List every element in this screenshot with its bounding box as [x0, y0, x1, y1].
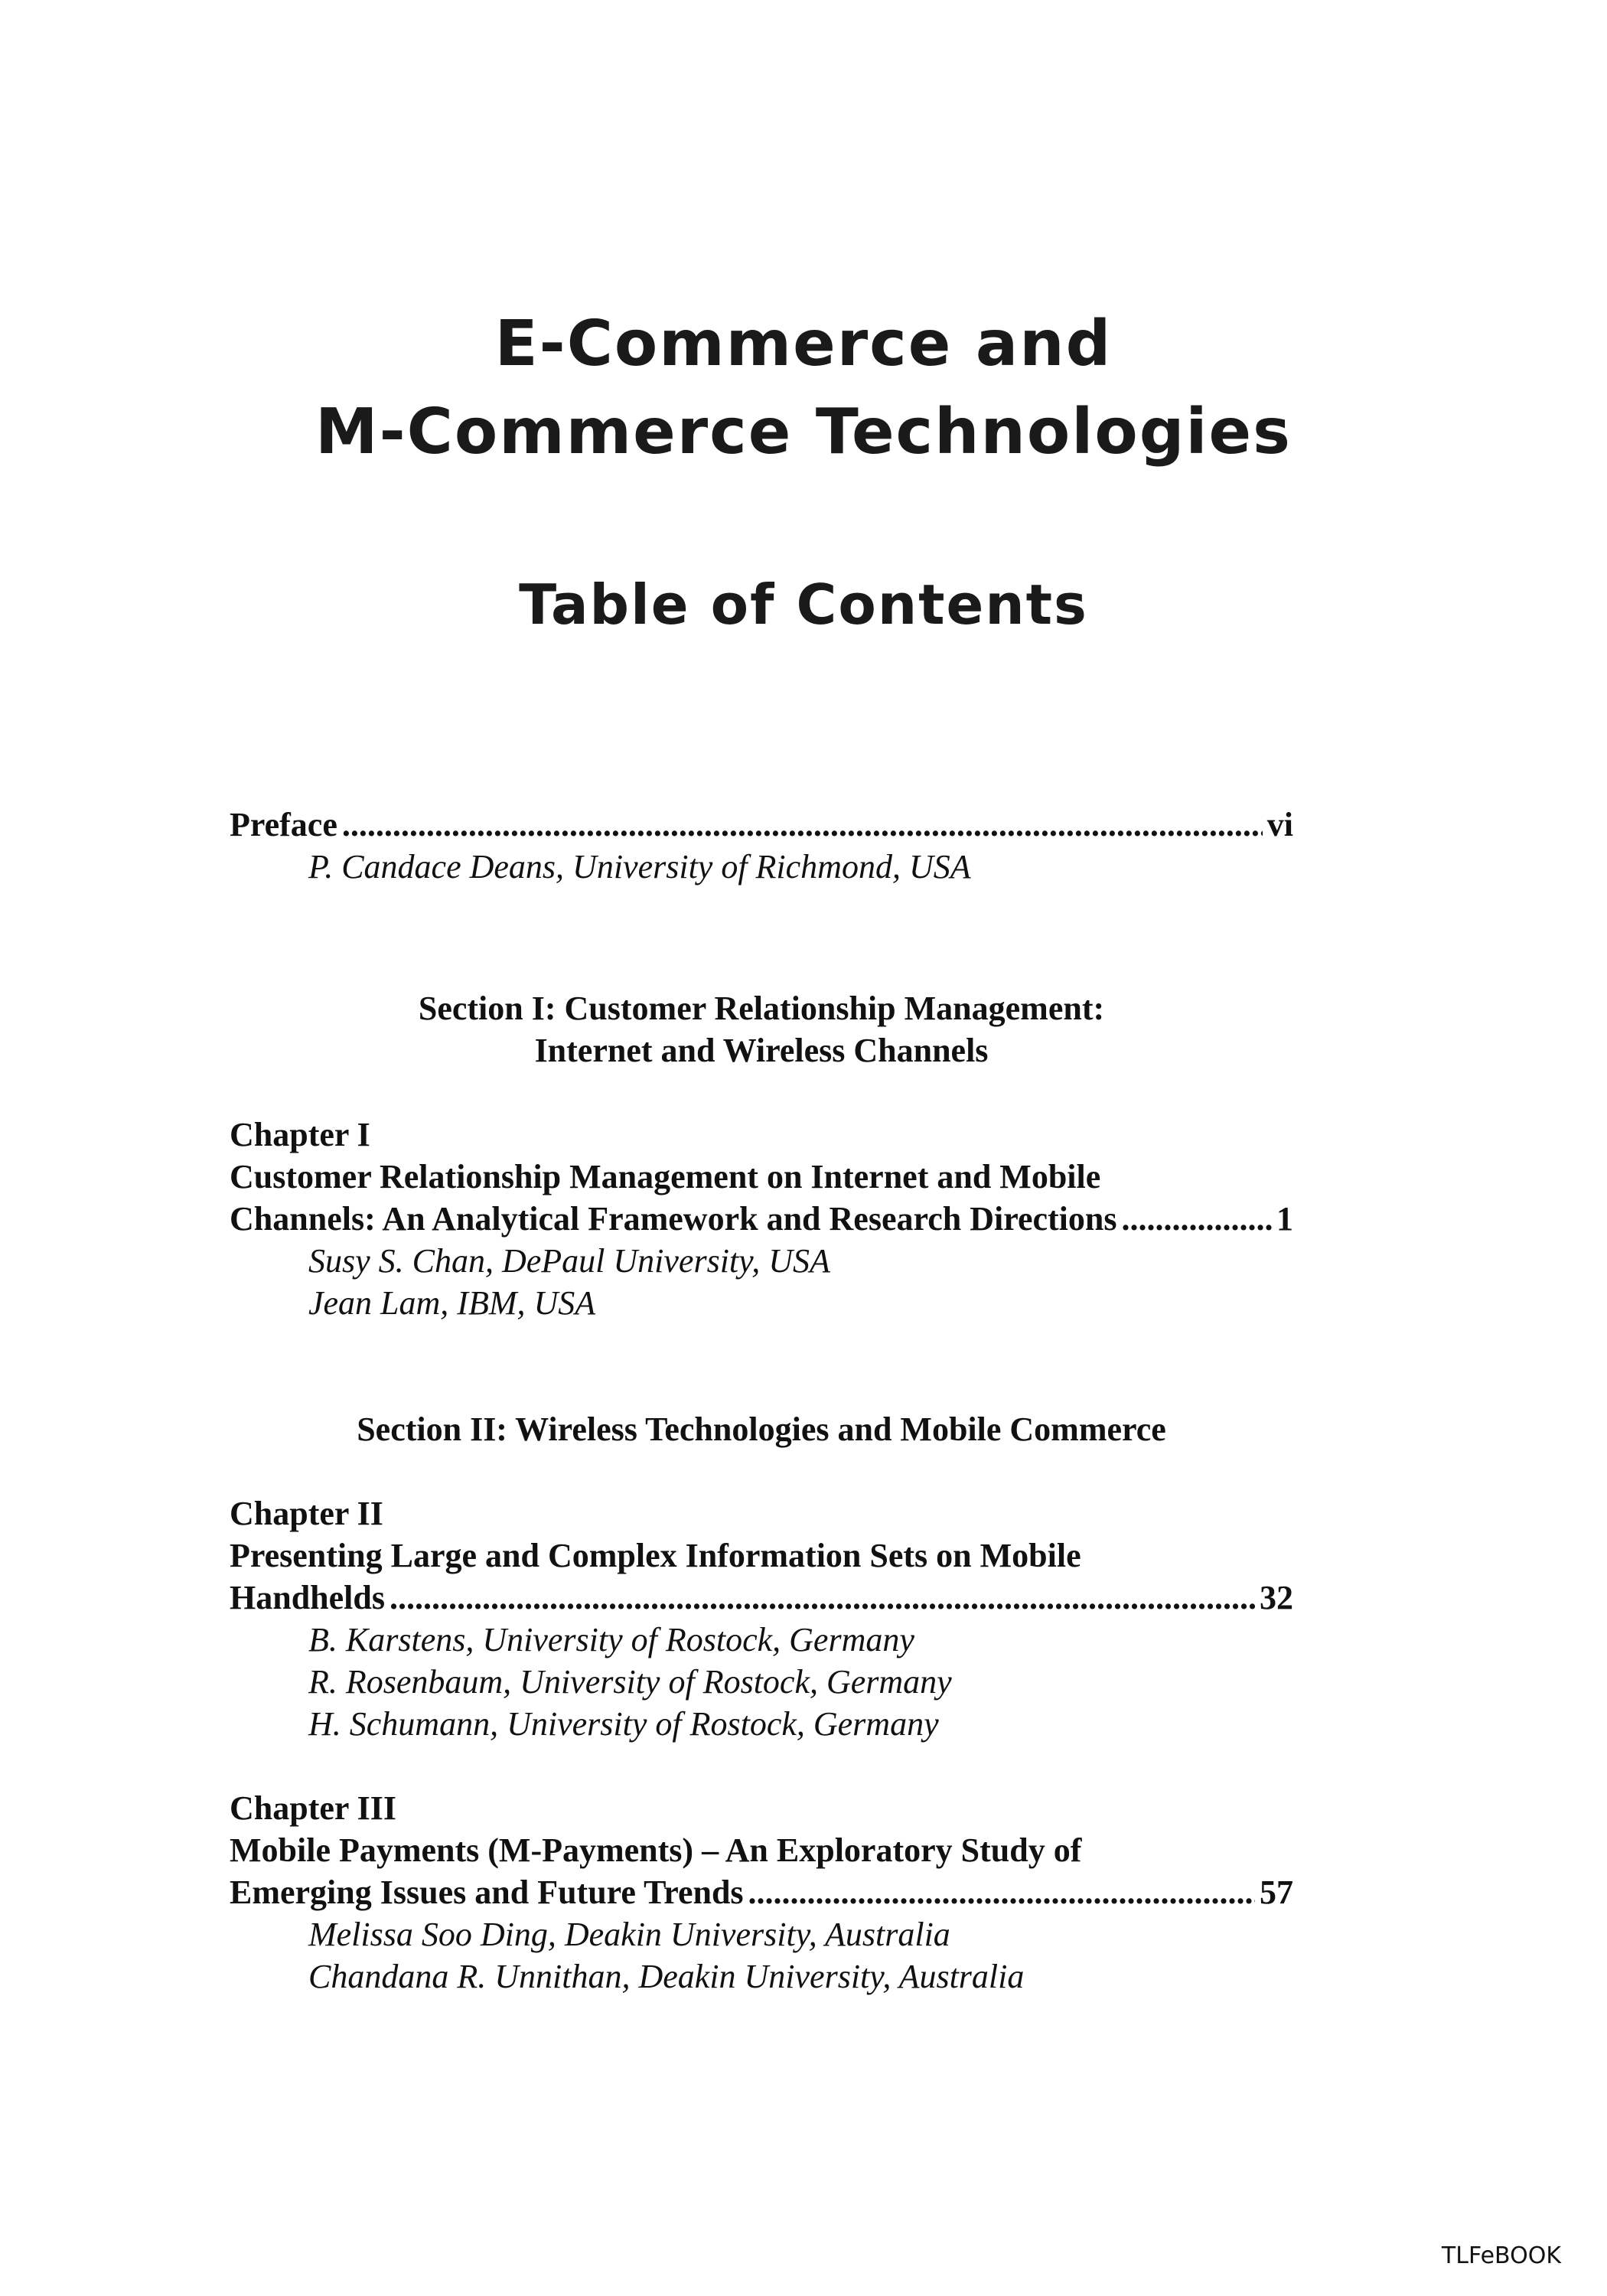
chapter-2-author: B. Karstens, University of Rostock, Germany [308, 1621, 914, 1658]
book-title [0, 300, 1607, 476]
chapter-1-page-number: 1 [1276, 1200, 1293, 1238]
chapter-3-title-end: Emerging Issues and Future Trends [230, 1874, 744, 1911]
chapter-3-entry[interactable] [230, 1787, 1293, 1998]
chapter-3-label: Chapter III [230, 1789, 397, 1827]
spacer [230, 1450, 1293, 1492]
preface-page-number: vi [1266, 806, 1293, 843]
chapter-1-title-line-2 [230, 1198, 1293, 1240]
preface-author: P. Candace Deans, University of Richmond, USA [308, 848, 971, 885]
section-1-heading-line-2: Internet and Wireless Channels [534, 1032, 989, 1069]
chapter-3-title-line-2 [230, 1871, 1293, 1913]
chapter-2-author: H. Schumann, University of Rostock, Germany [308, 1705, 939, 1743]
chapter-3-author: Chandana R. Unnithan, Deakin University, Australia [308, 1958, 1025, 1995]
section-1-heading-line-1: Section I: Customer Relationship Management: [418, 990, 1105, 1027]
book-title-line-2: M-Commerce Technologies [315, 396, 1292, 468]
chapter-2-entry[interactable] [230, 1492, 1293, 1745]
chapter-1-entry[interactable] [230, 1114, 1293, 1324]
toc-heading: Table of Contents [519, 572, 1088, 637]
footer-watermark: TLFeBOOK [1441, 2242, 1561, 2269]
chapter-2-title-line-1: Presenting Large and Complex Information Sets on Mobile [230, 1537, 1081, 1574]
chapter-2-page-number: 32 [1260, 1579, 1293, 1616]
dot-leader [390, 1577, 1255, 1619]
chapter-3-page-number: 57 [1260, 1874, 1293, 1911]
chapter-1-author: Susy S. Chan, DePaul University, USA [308, 1242, 830, 1280]
spacer [230, 1745, 1293, 1787]
spacer [230, 1324, 1293, 1408]
dot-leader [748, 1871, 1255, 1913]
dot-leader [1121, 1198, 1272, 1240]
spacer [230, 888, 1293, 972]
spacer [230, 1071, 1293, 1114]
chapter-2-title-line-2 [230, 1577, 1293, 1619]
chapter-1-label: Chapter I [230, 1116, 370, 1153]
dot-leader [342, 804, 1263, 846]
book-title-line-1: E-Commerce and [494, 308, 1113, 380]
chapter-2-label: Chapter II [230, 1495, 383, 1532]
chapter-3-title-line-1: Mobile Payments (M-Payments) – An Exploratory Study of [230, 1831, 1082, 1869]
chapter-3-author: Melissa Soo Ding, Deakin University, Australia [308, 1916, 950, 1953]
chapter-1-author: Jean Lam, IBM, USA [308, 1284, 596, 1322]
chapter-2-title-end: Handhelds [230, 1579, 385, 1616]
section-1-heading [230, 987, 1293, 1071]
section-2-heading-line-1: Section II: Wireless Technologies and Mobile Commerce [357, 1411, 1166, 1448]
preface-label: Preface [230, 806, 337, 843]
chapter-1-title-line-1: Customer Relationship Management on Internet and Mobile [230, 1158, 1101, 1195]
chapter-1-title-end: Channels: An Analytical Framework and Research Directions [230, 1200, 1117, 1238]
section-2-heading [230, 1408, 1293, 1450]
preface-entry[interactable] [230, 804, 1293, 846]
table-of-contents [230, 804, 1293, 1998]
chapter-2-author: R. Rosenbaum, University of Rostock, Germany [308, 1663, 952, 1701]
